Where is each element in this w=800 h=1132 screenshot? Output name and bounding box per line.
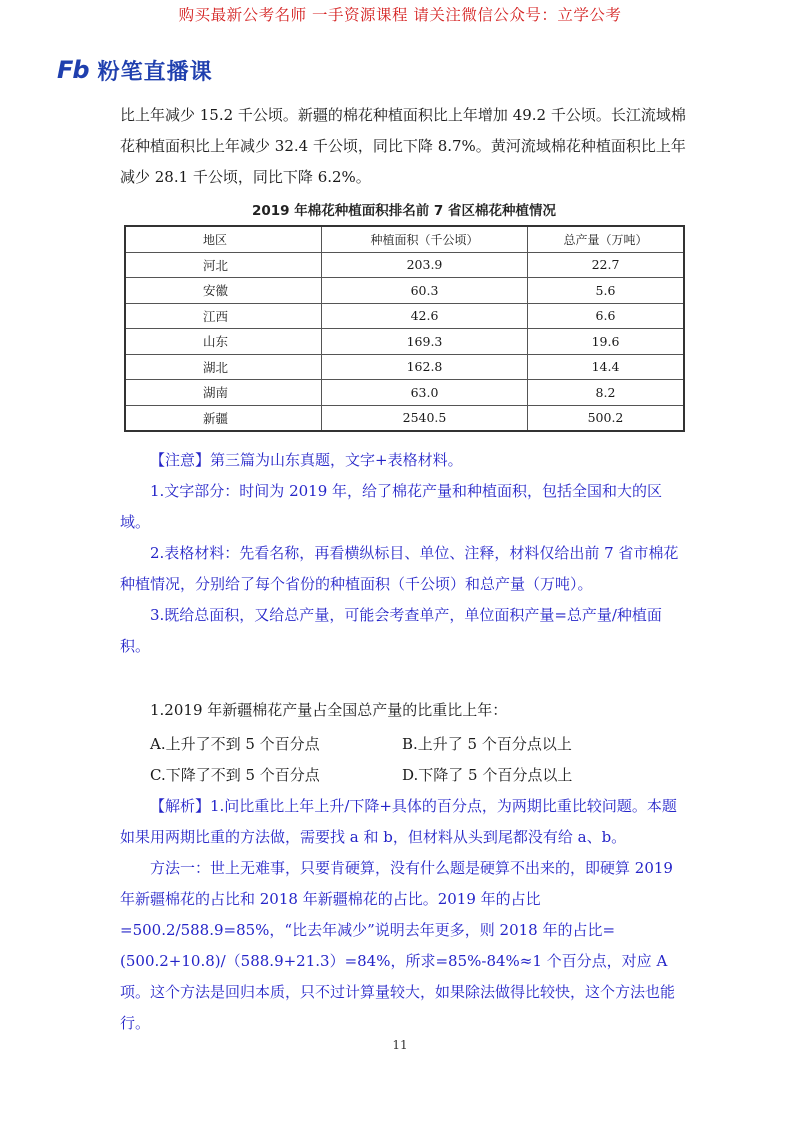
analysis-method-one: 方法一：世上无难事，只要肯硬算，没有什么题是硬算不出来的，即硬算 2019 年新疆棉花的占比和 2018 年新疆棉花的占比。2019 年的占比=500.2/588.9=85%，“比去年减少”说明去年更多，则 2018 年的占比=(500.2+10.8)/（588.9+21.3）=84%，所求=85%-84%≈1 个百分点，对应 A 项。这个方法是回归本质，只不过计算量较大，如果除法做得比较快，这个方法也能行。: [120, 859, 676, 1032]
cell-area: 203.9: [322, 252, 528, 278]
table-row: [125, 303, 684, 329]
brand-logo: [57, 56, 213, 84]
cell-area: 42.6: [322, 303, 528, 329]
cell-region: 江西: [125, 303, 322, 329]
table-title: 2019 年棉花种植面积排名前 7 省区棉花种植情况: [251, 203, 557, 219]
cell-region: 新疆: [125, 405, 322, 431]
cell-area: 162.8: [322, 354, 528, 380]
cell-output: 14.4: [528, 354, 685, 380]
cell-output: 19.6: [528, 329, 685, 355]
header-output: 总产量（万吨）: [528, 226, 685, 252]
table-row: [125, 380, 684, 406]
logo-text: 粉笔直播课: [97, 59, 213, 85]
cell-area: 60.3: [322, 278, 528, 304]
table-row: [125, 278, 684, 304]
table-row: [125, 329, 684, 355]
analysis-intro: 【解析】1.问比重比上年上升/下降+具体的百分点，为两期比重比较问题。本题如果用两期比重的方法做，需要找 a 和 b，但材料从头到尾都没有给 a、b。: [120, 797, 677, 846]
cell-output: 500.2: [528, 405, 685, 431]
table-row: [125, 354, 684, 380]
cell-output: 6.6: [528, 303, 685, 329]
logo-mark: Fb: [57, 56, 89, 84]
option-c: C.下降了不到 5 个百分点: [150, 766, 320, 784]
page-number: 11: [392, 1038, 408, 1052]
question-stem: 1.2019 年新疆棉花产量占全国总产量的比重比上年：: [150, 701, 508, 719]
cell-area: 169.3: [322, 329, 528, 355]
note-heading: 【注意】第三篇为山东真题，文字+表格材料。: [150, 451, 463, 469]
cell-region: 湖北: [125, 354, 322, 380]
intro-paragraph: 比上年减少 15.2 千公顷。新疆的棉花种植面积比上年增加 49.2 千公顷。长江流域棉花种植面积比上年减少 32.4 千公顷，同比下降 8.7%。黄河流域棉花种植面积比上年减少 28.1 千公顷，同比下降 6.2%。: [120, 106, 686, 186]
option-b: B.上升了 5 个百分点以上: [402, 735, 572, 753]
cotton-table: [124, 225, 685, 432]
header-region: 地区: [125, 226, 322, 252]
note-table-part: 2.表格材料：先看名称，再看横纵标目、单位、注释，材料仅给出前 7 省市棉花种植情况，分别给了每个省份的种植面积（千公顷）和总产量（万吨）。: [120, 544, 679, 593]
cell-region: 安徽: [125, 278, 322, 304]
cell-area: 63.0: [322, 380, 528, 406]
note-text-part: 1.文字部分：时间为 2019 年，给了棉花产量和种植面积，包括全国和大的区域。: [120, 482, 663, 531]
note-unit-yield: 3.既给总面积，又给总产量，可能会考查单产，单位面积产量=总产量/种植面积。: [120, 606, 662, 655]
option-d: D.下降了 5 个百分点以上: [402, 766, 573, 784]
cell-output: 22.7: [528, 252, 685, 278]
cell-output: 8.2: [528, 380, 685, 406]
table-row: [125, 405, 684, 431]
cell-region: 山东: [125, 329, 322, 355]
table-row: [125, 252, 684, 278]
header-area: 种植面积（千公顷）: [322, 226, 528, 252]
table-header-row: [125, 226, 684, 252]
promo-banner: 购买最新公考名师 一手资源课程 请关注微信公众号：立学公考: [178, 6, 622, 24]
cell-area: 2540.5: [322, 405, 528, 431]
option-a: A.上升了不到 5 个百分点: [150, 735, 320, 753]
cell-region: 湖南: [125, 380, 322, 406]
cell-region: 河北: [125, 252, 322, 278]
cell-output: 5.6: [528, 278, 685, 304]
